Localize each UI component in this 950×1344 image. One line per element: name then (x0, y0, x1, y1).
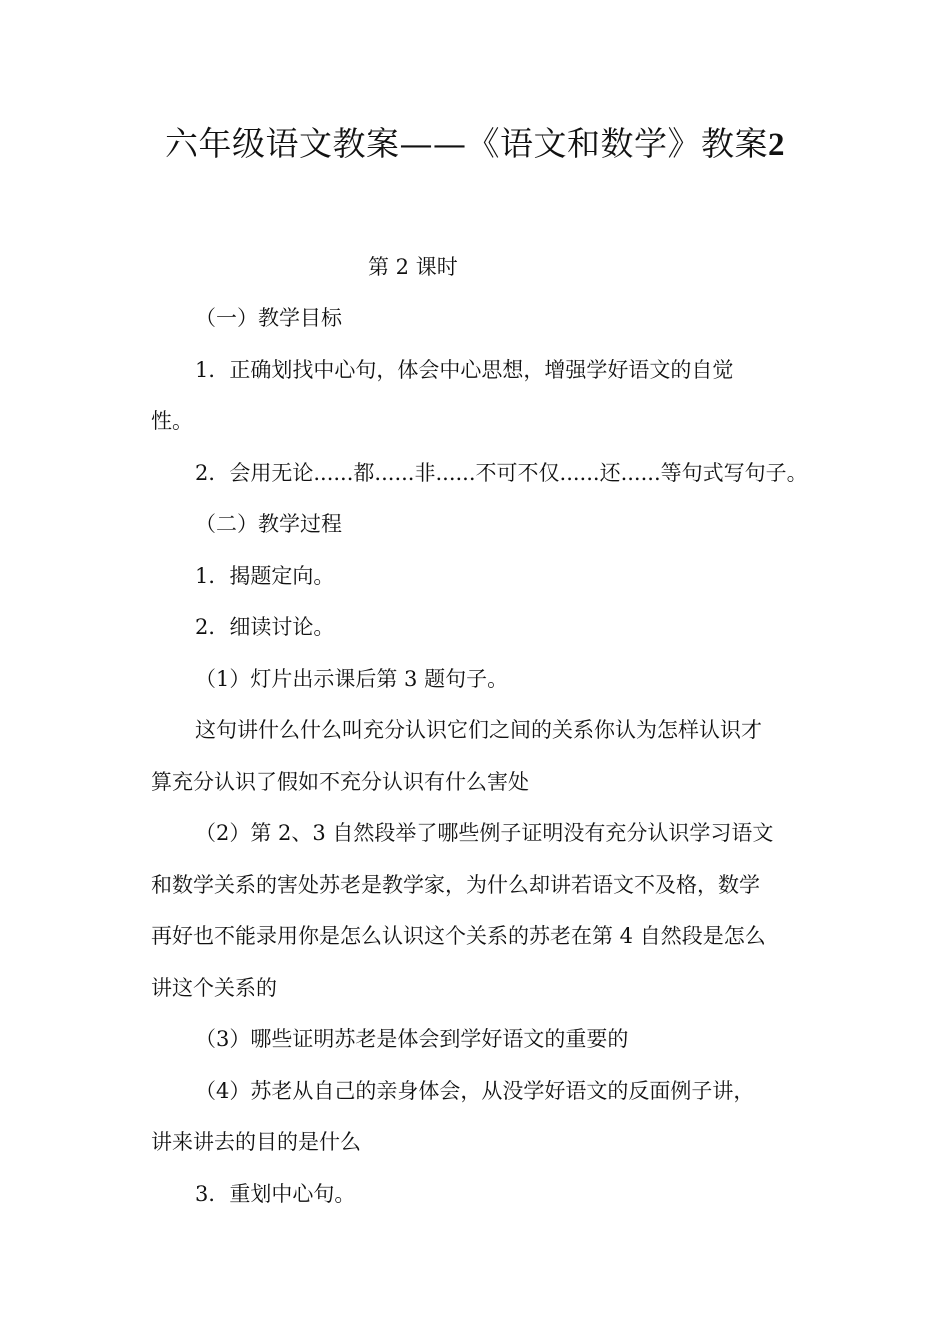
paragraph-line: 讲这个关系的 (151, 976, 277, 1000)
lesson-heading: 第 2 课时 (368, 255, 458, 279)
paragraph-line: （1）灯片出示课后第 3 题句子。 (195, 667, 509, 691)
paragraph-line: 再好也不能录用你是怎么认识这个关系的苏老在第 4 自然段是怎么 (151, 924, 766, 948)
paragraph-line: 和数学关系的害处苏老是教学家，为什么却讲若语文不及格，数学 (151, 873, 760, 897)
paragraph-line: （3）哪些证明苏老是体会到学好语文的重要的 (195, 1027, 629, 1051)
paragraph-line: 性。 (151, 409, 193, 433)
paragraph-line: 1．正确划找中心句，体会中心思想，增强学好语文的自觉 (195, 358, 734, 382)
paragraph-line: （2）第 2、3 自然段举了哪些例子证明没有充分认识学习语文 (195, 821, 774, 845)
title-text: 六年级语文教案——《语文和数学》教案 (165, 124, 768, 163)
paragraph-line: 算充分认识了假如不充分认识有什么害处 (151, 770, 529, 794)
paragraph-line: 2．细读讨论。 (195, 615, 335, 639)
paragraph-line: 讲来讲去的目的是什么 (151, 1130, 361, 1154)
paragraph-line: 2．会用无论......都......非......不可不仅......还......等句式写句子。 (195, 461, 808, 485)
paragraph-line: （4）苏老从自己的亲身体会，从没学好语文的反面例子讲， (195, 1079, 755, 1103)
paragraph-line: 这句讲什么什么叫充分认识它们之间的关系你认为怎样认识才 (195, 718, 762, 742)
title-number: 2 (768, 127, 785, 163)
paragraph-line: 1．揭题定向。 (195, 564, 335, 588)
section-heading-goals: （一）教学目标 (195, 306, 342, 330)
paragraph-line: 3．重划中心句。 (195, 1182, 356, 1206)
document-title (0, 118, 950, 171)
section-heading-process: （二）教学过程 (195, 512, 342, 536)
